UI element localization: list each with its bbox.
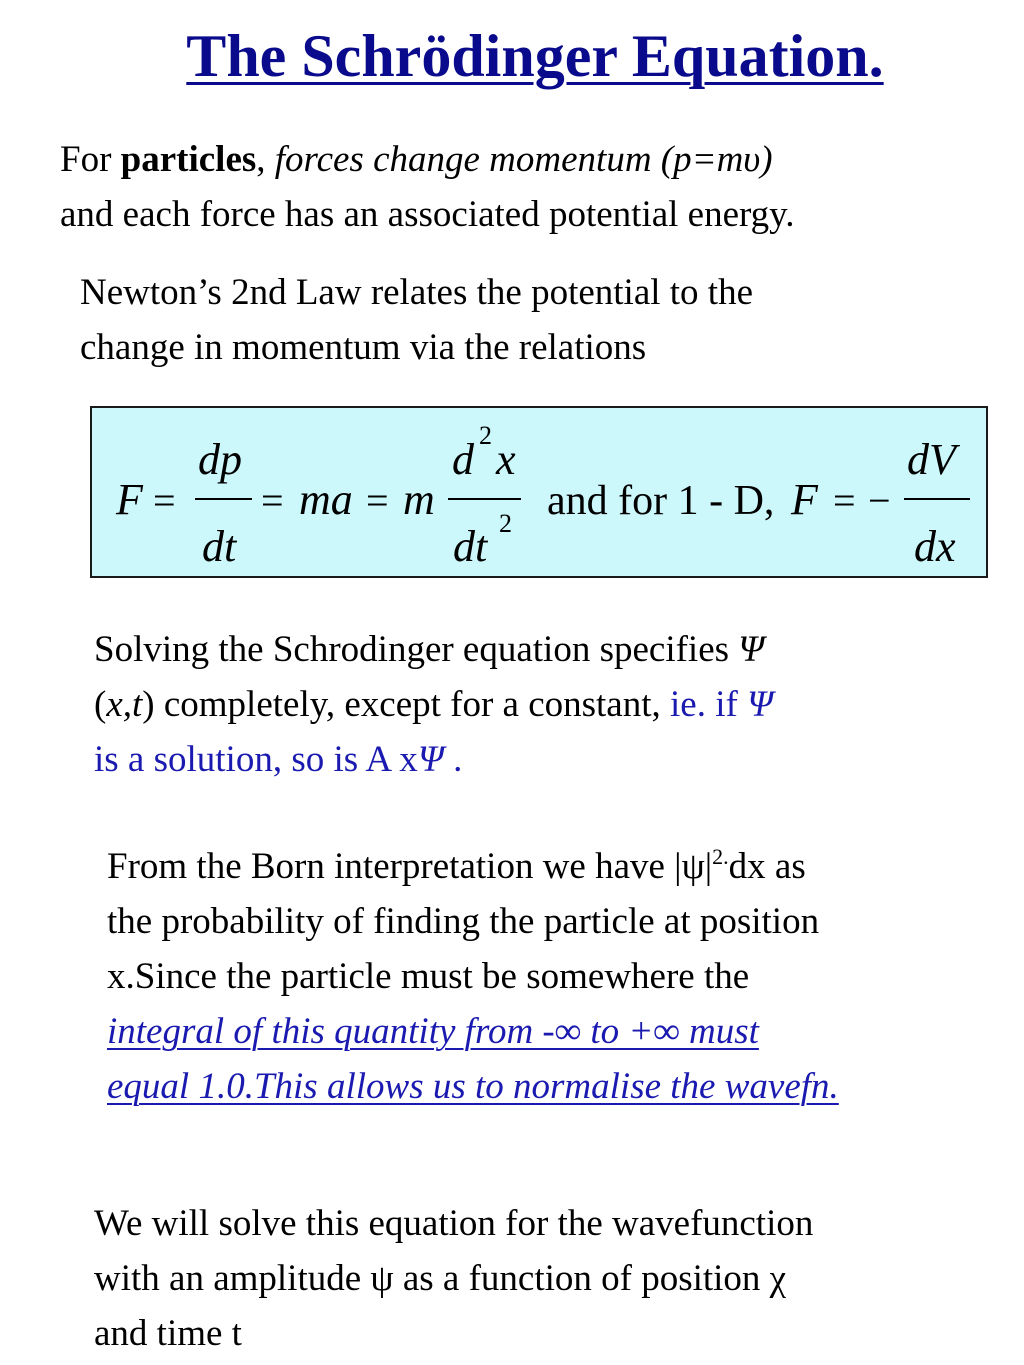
born-line-4: integral of this quantity from -∞ to +∞ must xyxy=(107,1011,759,1052)
eq-minus: − xyxy=(868,478,891,523)
eq-dt: dt xyxy=(202,522,237,571)
page-title: The Schrödinger Equation. xyxy=(186,23,884,89)
newton-line-2: change in momentum via the relations xyxy=(80,327,647,368)
psi-symbol-2: Ψ xyxy=(747,684,774,725)
eq-dx: dx xyxy=(914,522,956,571)
intro-line-1 xyxy=(60,132,795,187)
eq-m: m xyxy=(403,475,435,524)
psi-symbol-3: Ψ xyxy=(417,739,444,780)
intro-particles: particles xyxy=(120,139,257,180)
solving-line-3 xyxy=(94,732,773,787)
intro-line-2: and each force has an associated potential energy. xyxy=(60,194,795,235)
eq-equals-4: = xyxy=(833,478,856,523)
eq-equals-3: = xyxy=(366,478,389,523)
solving-line-1 xyxy=(94,622,773,677)
intro-paragraph xyxy=(60,132,795,242)
intro-for: For xyxy=(60,139,121,180)
eq-dV: dV xyxy=(907,435,956,484)
intro-forces: forces change momentum (p=mυ) xyxy=(265,139,773,180)
solving-open-paren: ( xyxy=(94,684,107,725)
eq-F: F xyxy=(116,475,143,524)
born-paragraph xyxy=(107,839,839,1114)
newton-line-1: Newton’s 2nd Law relates the potential to the xyxy=(80,272,754,313)
eq-equals-2: = xyxy=(261,478,284,523)
solving-line-2 xyxy=(94,677,773,732)
solving-ie: ie. if xyxy=(670,684,748,725)
solving-text-2: completely, except for a constant, xyxy=(154,684,671,725)
eq-dp: dp xyxy=(198,435,242,484)
solving-close-paren: ) xyxy=(142,684,155,725)
born-superscript: 2. xyxy=(712,844,729,869)
psi-symbol: Ψ xyxy=(738,629,765,670)
born-text-1b: dx as xyxy=(728,846,806,887)
final-line-3: and time t xyxy=(94,1313,242,1354)
solving-text-3: is a solution, so is A x xyxy=(94,739,418,780)
solving-xt: x,t xyxy=(106,684,143,725)
equation-svg xyxy=(92,408,990,580)
eq-and-for-1d: and for 1 - D, xyxy=(547,478,775,524)
final-line-1: We will solve this equation for the wavefunction xyxy=(94,1203,814,1244)
intro-comma: , xyxy=(256,139,266,180)
solving-paragraph xyxy=(94,622,773,787)
eq-x: x xyxy=(496,435,516,484)
solving-period: . xyxy=(443,739,463,780)
born-line-5: equal 1.0.This allows us to normalise the wavefn. xyxy=(107,1066,839,1107)
eq-sup-2-top: 2 xyxy=(479,421,492,450)
born-text-1: From the Born interpretation we have |ψ| xyxy=(107,846,713,887)
equation-box xyxy=(90,406,988,578)
newton-paragraph xyxy=(80,265,753,375)
solving-text-1: Solving the Schrodinger equation specifies xyxy=(94,629,739,670)
eq-ma: ma xyxy=(299,475,353,524)
final-line-2: with an amplitude ψ as a function of position χ xyxy=(94,1258,787,1299)
born-line-1 xyxy=(107,839,839,894)
born-line-2: the probability of finding the particle at position xyxy=(107,901,820,942)
final-paragraph xyxy=(94,1196,813,1361)
born-line-3: x.Since the particle must be somewhere the xyxy=(107,956,750,997)
eq-sup-2-bottom: 2 xyxy=(499,509,512,538)
eq-dt2: dt xyxy=(453,522,488,571)
eq-equals-1: = xyxy=(153,478,176,523)
eq-F2: F xyxy=(791,475,818,524)
eq-d: d xyxy=(452,435,474,484)
